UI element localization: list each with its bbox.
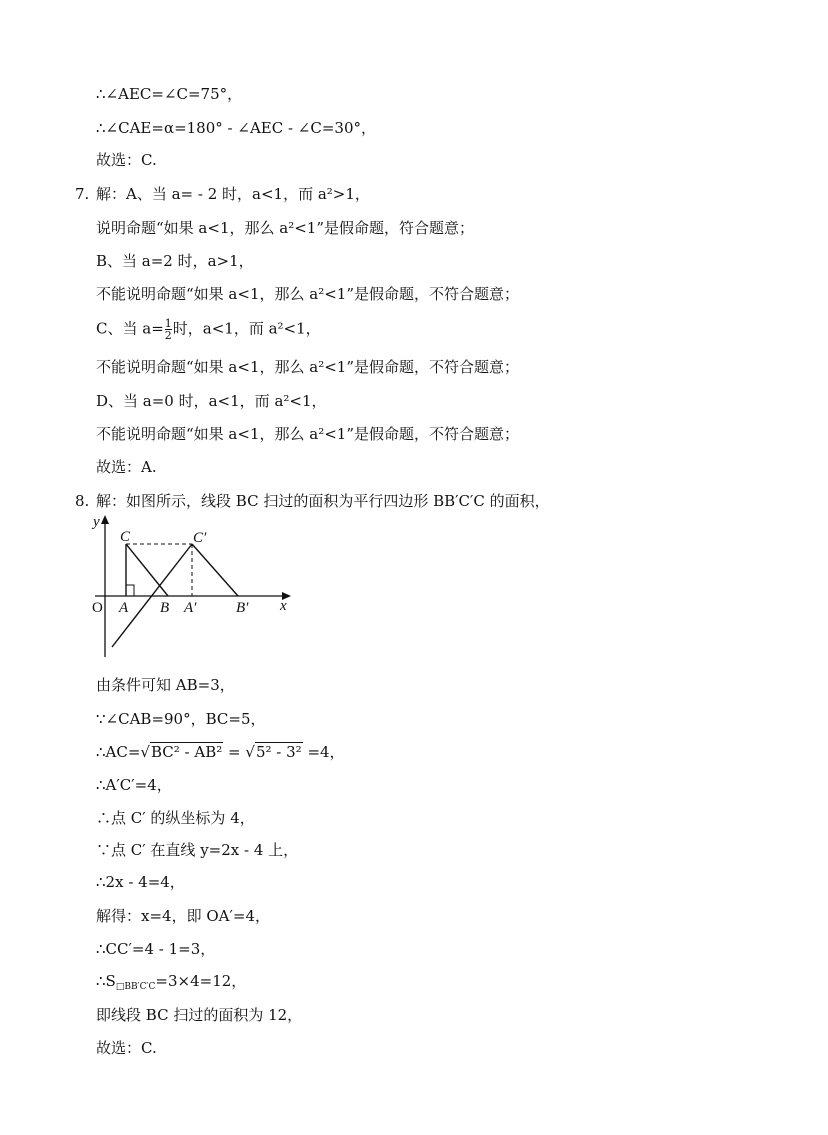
sqrt-radicand: 5² - 3²	[255, 743, 302, 761]
coordinate-figure	[90, 512, 300, 662]
solution-line: ∵∠CAB=90°，BC=5，	[96, 710, 266, 728]
fraction-denominator: 2	[164, 329, 172, 342]
sqrt-radicand: BC² - AB²	[150, 743, 223, 761]
text-segment: =	[228, 743, 241, 761]
label-origin: O	[92, 600, 103, 616]
solution-line: 由条件可知 AB=3，	[96, 676, 235, 694]
solution-line: ∵点 C′ 在直线 y=2x - 4 上，	[96, 841, 299, 859]
text-segment: C、当 a=	[96, 319, 164, 338]
segment-C'B'	[192, 544, 238, 596]
solution-line: 解：如图所示，线段 BC 扫过的面积为平行四边形 BB′C′C 的面积，	[96, 492, 550, 510]
solution-line: 不能说明命题“如果 a<1，那么 a²<1”是假命题，不符合题意；	[96, 425, 519, 443]
right-angle-mark	[126, 585, 134, 596]
solution-line-sqrt: ∴AC=√BC² - AB² = √5² - 3² =4，	[96, 743, 345, 761]
solution-line: 解得：x=4，即 OA′=4，	[96, 907, 270, 925]
text-segment: 时，a<1，而 a²<1，	[172, 319, 321, 338]
solution-line: 即线段 BC 扫过的面积为 12，	[96, 1006, 303, 1024]
label-A-prime: A′	[184, 600, 197, 616]
solution-line: 不能说明命题“如果 a<1，那么 a²<1”是假命题，不符合题意；	[96, 358, 519, 376]
solution-line: B、当 a=2 时，a>1，	[96, 252, 254, 270]
fraction-numerator: 1	[164, 317, 172, 330]
fraction	[165, 318, 172, 341]
y-axis-arrow	[101, 515, 109, 524]
label-B-prime: B′	[236, 600, 249, 616]
solution-line: 说明命题“如果 a<1，那么 a²<1”是假命题，符合题意；	[96, 219, 474, 237]
label-y: y	[93, 514, 100, 530]
label-C-prime: C′	[193, 530, 207, 546]
solution-line: 解：A、当 a= - 2 时，a<1，而 a²>1，	[96, 185, 370, 203]
label-x: x	[280, 598, 287, 614]
label-A: A	[119, 600, 129, 616]
solution-line-area	[96, 971, 246, 997]
question-number: 8.	[75, 492, 90, 510]
solution-line: ∴点 C′ 的纵坐标为 4，	[96, 809, 255, 827]
segment-CB	[126, 544, 168, 596]
solution-line: D、当 a=0 时，a<1，而 a²<1，	[96, 392, 327, 410]
solution-line: ∴∠AEC=∠C=75°，	[96, 85, 243, 103]
text-segment: ∴AC=	[96, 743, 141, 761]
answer-line: 故选：C.	[96, 151, 157, 169]
area-subscript: □BB′C′C	[115, 982, 156, 992]
solution-line: ∴A′C′=4，	[96, 776, 172, 794]
question-number: 7.	[75, 185, 90, 203]
answer-line: 故选：C.	[96, 1039, 157, 1057]
text-segment: =3×4=12，	[155, 972, 247, 990]
solution-line: ∴2x - 4=4，	[96, 873, 185, 891]
label-B: B	[160, 600, 170, 616]
solution-line: ∴∠CAE=α=180° - ∠AEC - ∠C=30°，	[96, 119, 377, 137]
solution-line: 不能说明命题“如果 a<1，那么 a²<1”是假命题，不符合题意；	[96, 285, 519, 303]
solution-line-fraction	[96, 318, 321, 341]
answer-line: 故选：A.	[96, 458, 157, 476]
text-segment: ∴S	[96, 972, 116, 990]
label-C: C	[120, 529, 131, 545]
solution-line: ∴CC′=4 - 1=3，	[96, 940, 216, 958]
text-segment: =4，	[307, 743, 345, 761]
